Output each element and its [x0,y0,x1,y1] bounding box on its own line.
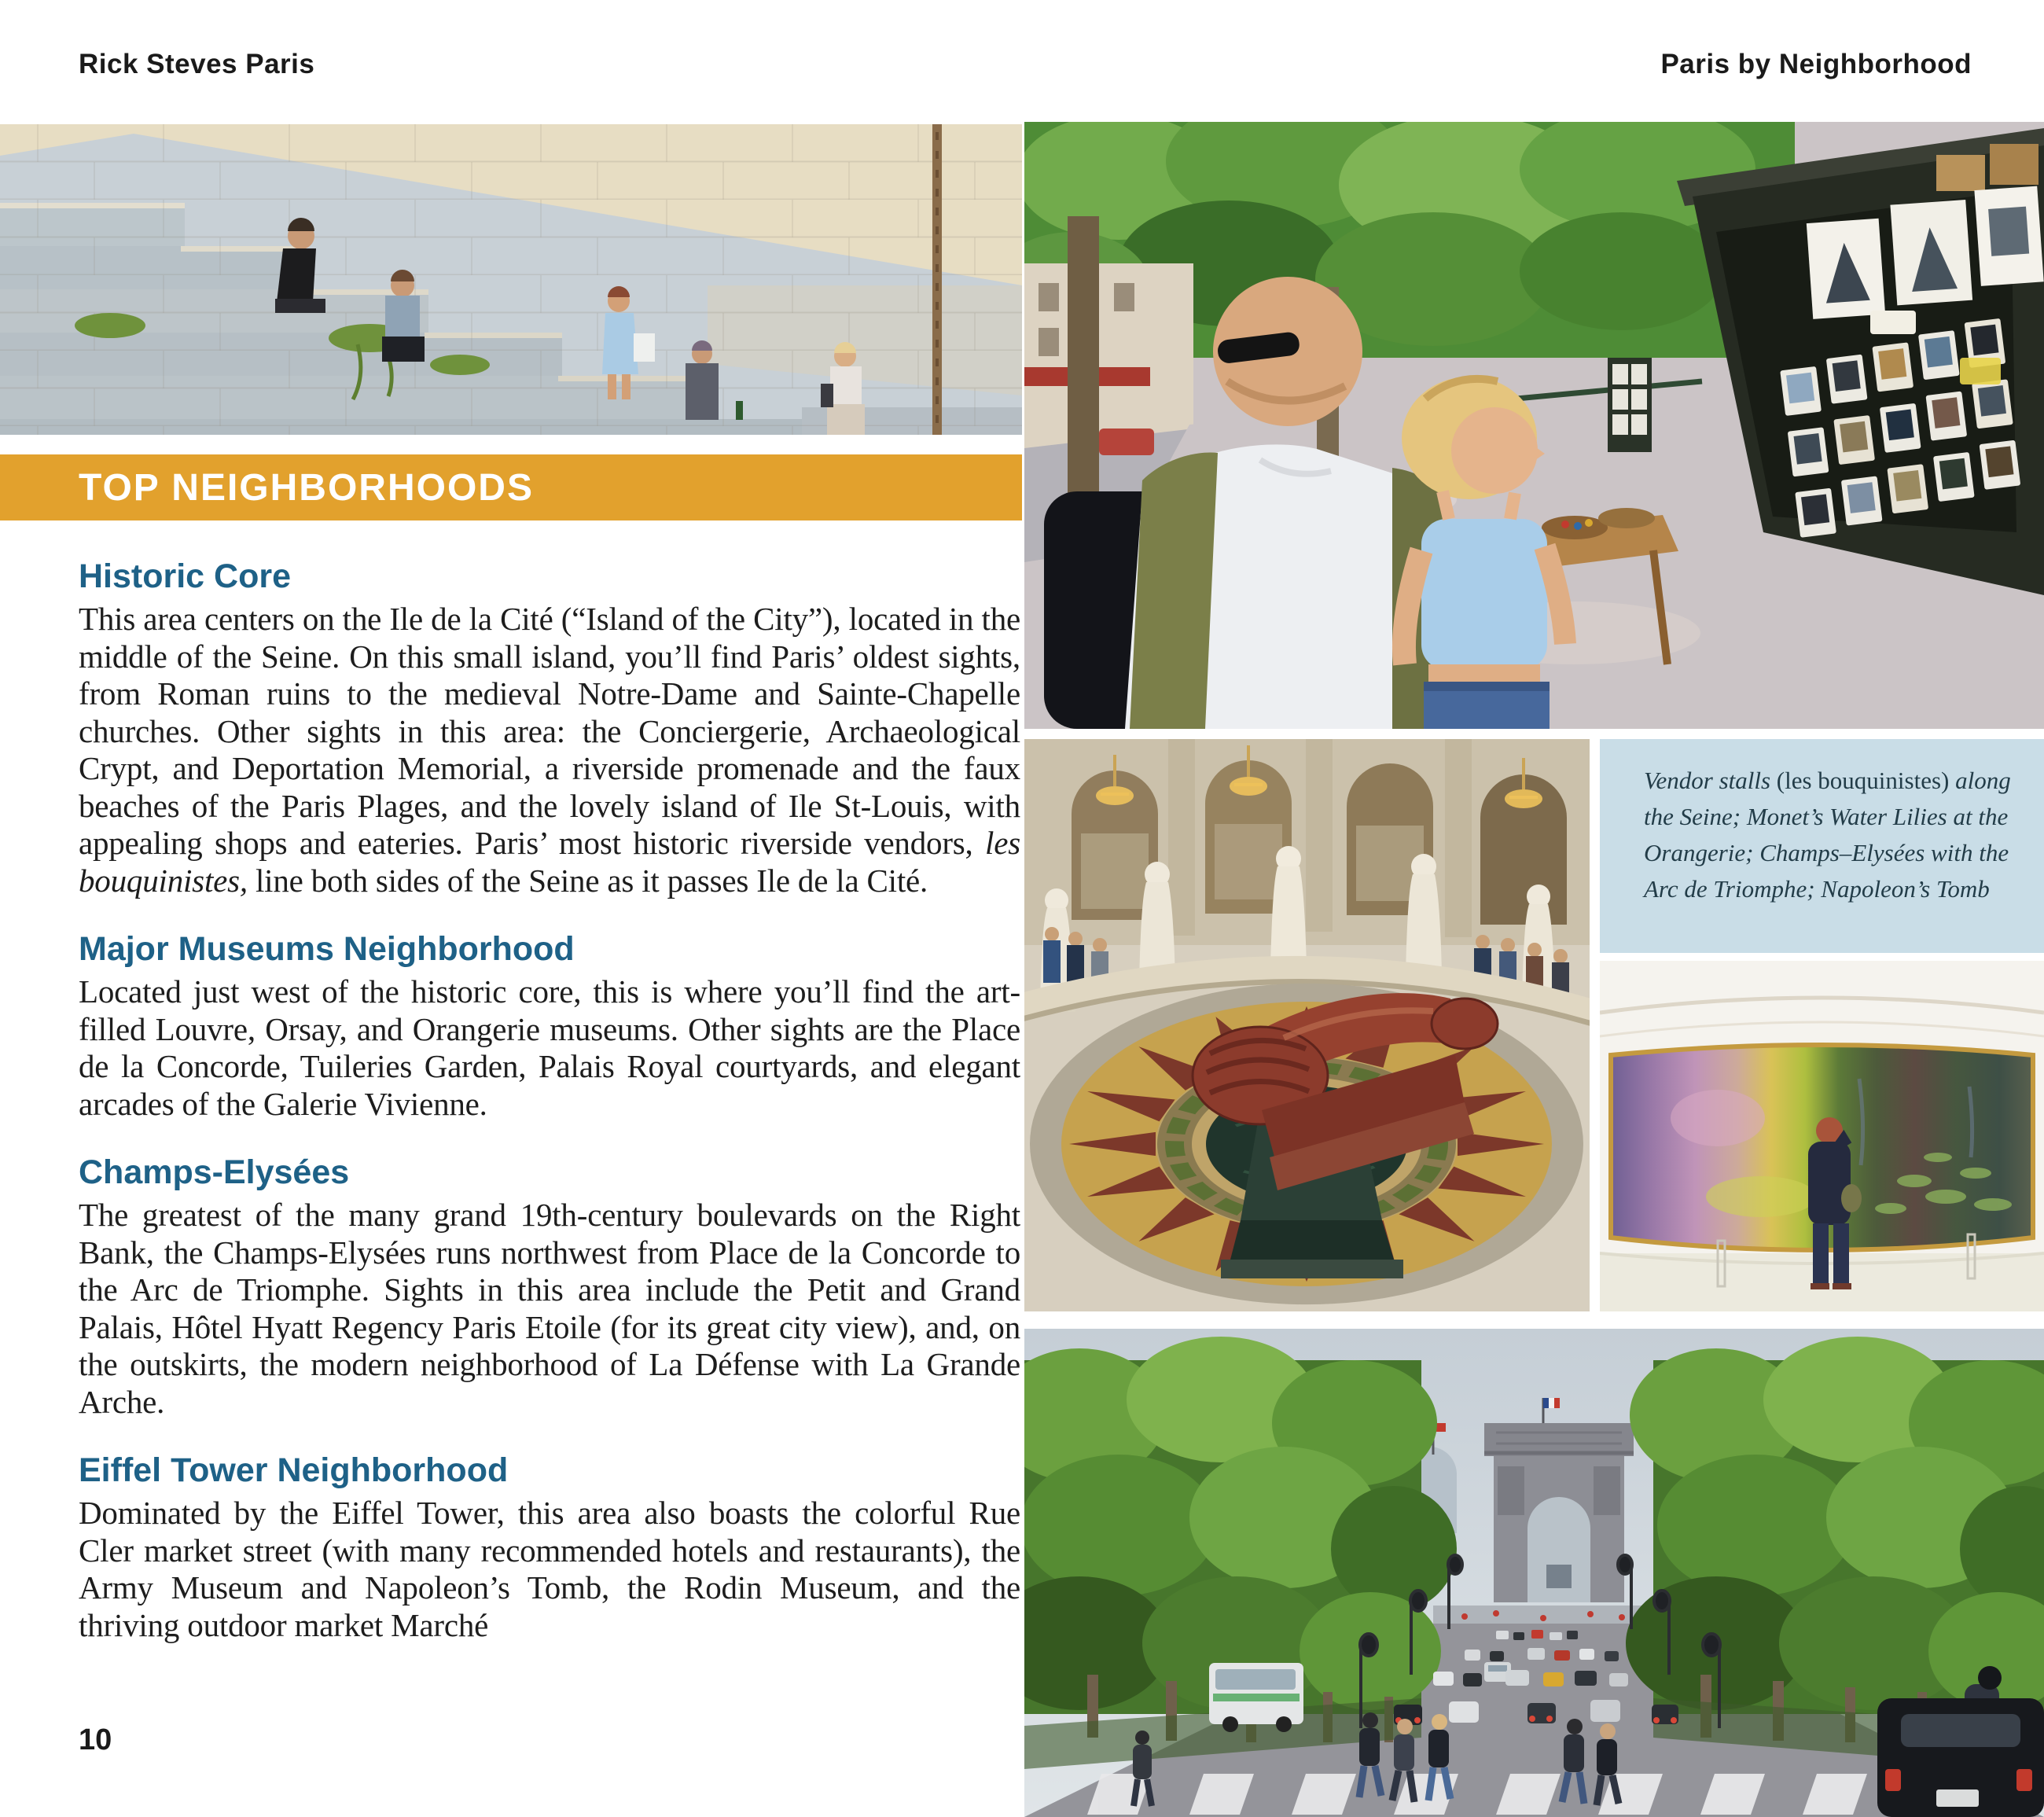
banner-title: TOP NEIGHBORHOODS [79,466,534,509]
seine-steps-illustration [0,124,1022,435]
orangerie-illustration [1600,961,2044,1311]
photo-caption: Vendor stalls (les bouquinistes) along the Seine; Monet’s Water Lilies at the Orangerie; Champs–Elysées with the Arc de Triomphe; Napoleon’s Tomb [1600,739,2044,953]
running-header-left: Rick Steves Paris [79,49,315,79]
napoleons-tomb-illustration [1024,739,1590,1311]
text-column [79,558,1020,1675]
quay-postcard-racks [1608,358,1652,452]
section-body: Located just west of the historic core, this is where you’ll find the art-filled Louvre, Orsay, and Orangerie museums. Other sights are the Place de la Concorde, Tuileries Garden, Palais Royal courtyards, and elegant arcades of the Galerie Vivienne. [79,973,1020,1122]
section-heading: Major Museums Neighborhood [79,930,575,968]
section-body: The greatest of the many grand 19th-century boulevards on the Right Bank, the Champs-Elysées runs northwest from Place de la Concorde to the Arc de Triomphe. Sights in this area include the Petit and Grand Palais, Hôtel Hyatt Regency Paris Etoile (for its great city view), and, on the outskirts, the modern neighborhood of La Défense with La Grande Arche. [79,1197,1020,1420]
neighborhood-section [79,1452,1020,1644]
section-heading: Historic Core [79,557,292,595]
neighborhood-section [79,558,1020,899]
neighborhood-section [79,1154,1020,1421]
running-header-right: Paris by Neighborhood [1660,49,1972,79]
photo-seine-steps [0,124,1022,435]
bouquinistes-illustration [1024,122,2044,729]
section-banner [0,454,1022,520]
section-body: Dominated by the Eiffel Tower, this area also boasts the colorful Rue Cler market street (with many recommended hotels and restaurants), the Army Museum and Napoleon’s Tomb, the Rodin Museum, and the thriving outdoor market Marché [79,1495,1020,1643]
photo-napoleons-tomb [1024,739,1590,1311]
white-van [1209,1663,1303,1732]
champs-elysees-illustration [1024,1329,2044,1817]
section-heading: Eiffel Tower Neighborhood [79,1451,509,1489]
section-body: This area centers on the Ile de la Cité (“Island of the City”), located in the middle of the Seine. On this small island, you’ll find Paris’ oldest sights, from Roman ruins to the medieval Notre-Dame and Sainte-Chapelle churches. Other sights in this area: the Conciergerie, Archaeological Crypt, and Deportation Memorial, a riverside promenade and the faux beaches of the Paris Plages, and the lovely island of Ile St-Louis, with appealing shops and eateries. Paris’ most historic riverside vendors, les bouquinistes, line both sides of the Seine as it passes Ile de la Cité. [79,601,1020,899]
page-number: 10 [79,1723,112,1756]
photo-bouquinistes [1024,122,2044,729]
black-car [1877,1698,2044,1817]
neighborhood-section [79,931,1020,1123]
photo-orangerie [1600,961,2044,1311]
photo-champs-elysees [1024,1329,2044,1817]
section-heading: Champs-Elysées [79,1153,350,1191]
